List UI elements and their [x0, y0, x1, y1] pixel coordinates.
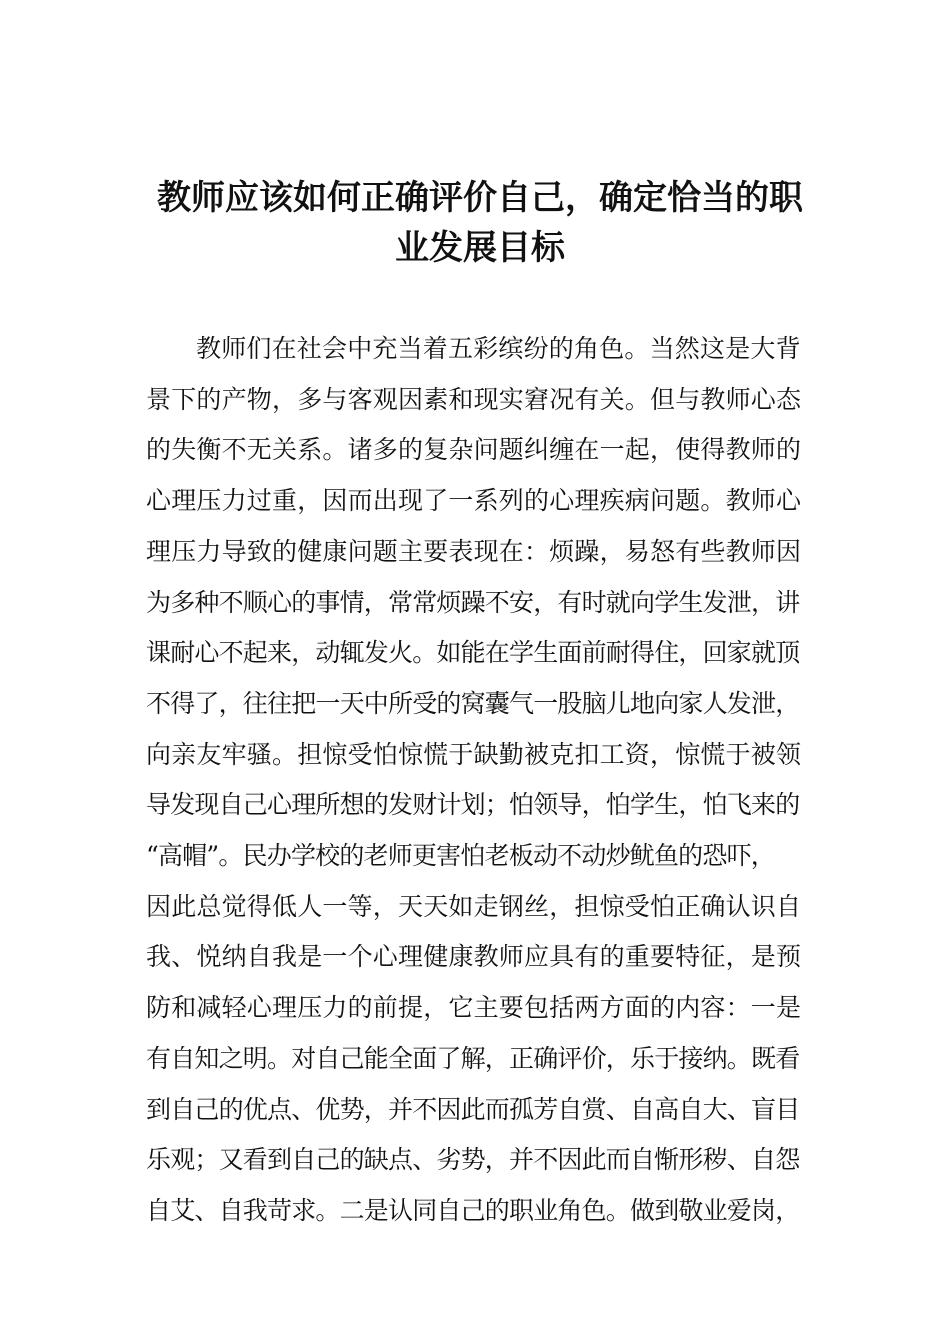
- body-line-18: 自艾、自我苛求。二是认同自己的职业角色。做到敬业爱岗，: [146, 1196, 800, 1225]
- document-title-line-1: 教师应该如何正确评价自己，确定恰当的职: [157, 178, 803, 218]
- body-line-2: 景下的产物，多与客观因素和现实窘况有关。但与教师心态: [146, 385, 802, 414]
- document-title-line-2: 业发展目标: [395, 228, 565, 268]
- body-line-7: 课耐心不起来，动辄发火。如能在学生面前耐得住，回家就顶: [146, 638, 800, 667]
- body-line-16: 到自己的优点、优势，并不因此而孤芳自赏、自高自大、盲目: [146, 1095, 800, 1124]
- body-line-8: 不得了，往往把一天中所受的窝囊气一股脑儿地向家人发泄，: [146, 689, 800, 718]
- body-line-17: 乐观；又看到自己的缺点、劣势，并不因此而自惭形秽、自怨: [146, 1145, 800, 1174]
- body-line-15: 有自知之明。对自己能全面了解，正确评价，乐于接纳。既看: [146, 1044, 800, 1073]
- body-line-11: “高帽”。民办学校的老师更害怕老板动不动炒鱿鱼的恐吓，: [146, 841, 775, 870]
- body-line-9: 向亲友牢骚。担惊受怕惊慌于缺勤被克扣工资，惊慌于被领: [146, 740, 802, 769]
- body-line-12: 因此总觉得低人一等，天天如走钢丝，担惊受怕正确认识自: [146, 892, 802, 921]
- body-line-5: 理压力导致的健康问题主要表现在：烦躁，易怒有些教师因: [146, 537, 802, 566]
- body-line-14: 防和减轻心理压力的前提，它主要包括两方面的内容：一是: [146, 993, 802, 1022]
- body-line-6: 为多种不顺心的事情，常常烦躁不安，有时就向学生发泄，讲: [146, 588, 800, 617]
- body-line-4: 心理压力过重，因而出现了一系列的心理疾病问题。教师心: [146, 486, 802, 515]
- body-line-10: 导发现自己心理所想的发财计划；怕领导，怕学生，怕飞来的: [146, 790, 800, 819]
- body-line-13: 我、悦纳自我是一个心理健康教师应具有的重要特征，是预: [146, 942, 802, 971]
- body-line-1: 教师们在社会中充当着五彩缤纷的角色。当然这是大背: [196, 334, 801, 363]
- body-line-3: 的失衡不无关系。诸多的复杂问题纠缠在一起，使得教师的: [146, 435, 802, 464]
